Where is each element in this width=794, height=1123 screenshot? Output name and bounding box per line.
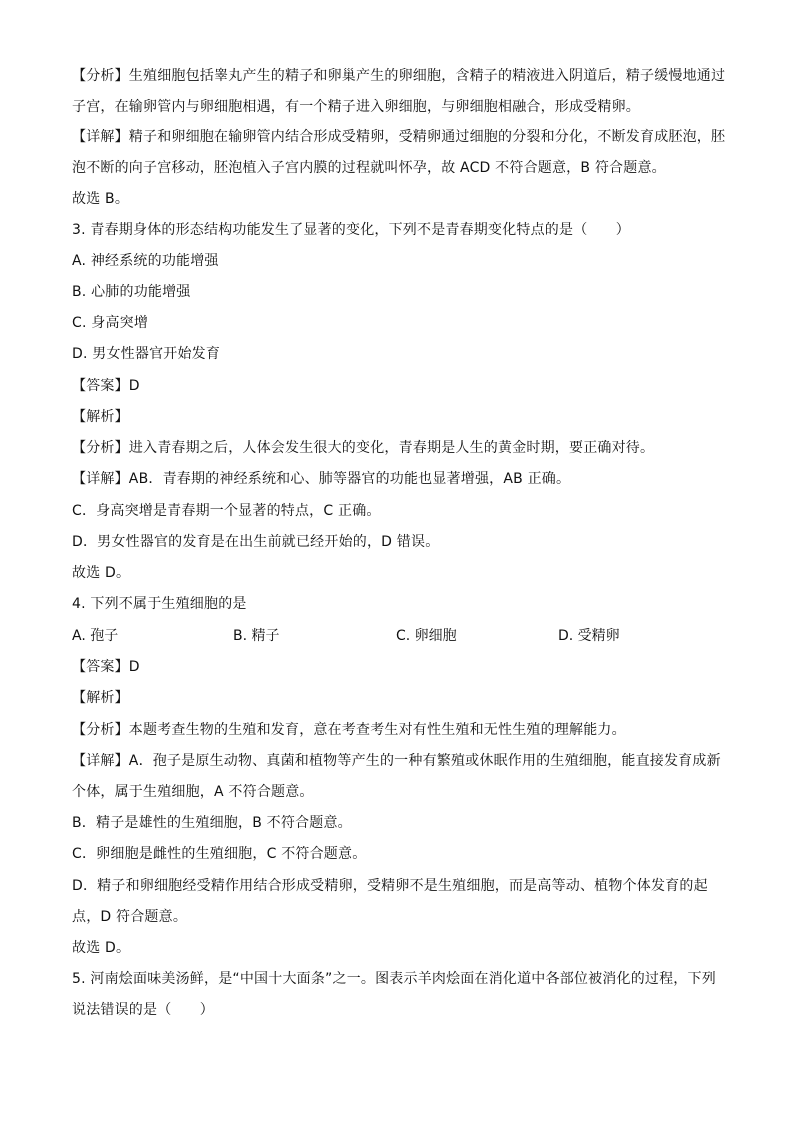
question-5-stem-line2: 说法错误的是（ ）: [72, 1002, 214, 1018]
question-4-stem: 4. 下列不属于生殖细胞的是: [72, 596, 247, 612]
q4-answer: 【答案】D: [72, 659, 140, 675]
answer-choice-q2: 故选 B。: [72, 191, 130, 207]
q3-option-d: D. 男女性器官开始发育: [72, 346, 221, 362]
q4-option-c: C. 卵细胞: [396, 628, 457, 644]
q3-option-b: B. 心肺的功能增强: [72, 284, 191, 300]
q4-detail-c: C．卵细胞是雌性的生殖细胞，C 不符合题意。: [72, 846, 367, 862]
detail-q2-line1: 【详解】精子和卵细胞在输卵管内结合形成受精卵，受精卵通过细胞的分裂和分化，不断发育成胚泡，胚: [72, 129, 726, 145]
q4-explanation-heading: 【解析】: [72, 690, 129, 706]
analysis-q2-line2: 子宫，在输卵管内与卵细胞相遇，有一个精子进入卵细胞，与卵细胞相融合，形成受精卵。: [72, 99, 640, 115]
detail-q2-line2: 泡不断的向子宫移动，胚泡植入子宫内膜的过程就叫怀孕，故 ACD 不符合题意，B 符合题意。: [72, 160, 666, 176]
q4-analysis: 【分析】本题考查生物的生殖和发育，意在考查考生对有性生殖和无性生殖的理解能力。: [72, 722, 626, 738]
q3-explanation-heading: 【解析】: [72, 409, 129, 425]
question-5-stem-line1: 5. 河南烩面味美汤鲜，是“中国十大面条”之一。图表示羊肉烩面在消化道中各部位被消化的过程，下列: [72, 971, 716, 987]
q4-detail-a-line1: 【详解】A．孢子是原生动物、真菌和植物等产生的一种有繁殖或休眠作用的生殖细胞，能直接发育成新: [72, 753, 721, 769]
q4-detail-d-line2: 点，D 符合题意。: [72, 909, 188, 925]
q4-options-row: [72, 626, 722, 646]
q3-answer: 【答案】D: [72, 378, 140, 394]
q3-option-c: C. 身高突增: [72, 315, 149, 331]
q4-option-a: A. 孢子: [72, 628, 119, 644]
question-3-stem: 3. 青春期身体的形态结构功能发生了显著的变化，下列不是青春期变化特点的是（ ）: [72, 222, 631, 238]
q4-detail-d-line1: D．精子和卵细胞经受精作用结合形成受精卵，受精卵不是生殖细胞，而是高等动、植物个体发育的起: [72, 878, 708, 894]
q4-detail-b: B．精子是雄性的生殖细胞，B 不符合题意。: [72, 815, 352, 831]
q3-detail-ab: 【详解】AB．青春期的神经系统和心、肺等器官的功能也显著增强，AB 正确。: [72, 471, 571, 487]
q3-detail-c: C．身高突增是青春期一个显著的特点，C 正确。: [72, 503, 381, 519]
q4-detail-a-line2: 个体，属于生殖细胞，A 不符合题意。: [72, 784, 314, 800]
q3-choice: 故选 D。: [72, 565, 131, 581]
q4-choice: 故选 D。: [72, 940, 131, 956]
q4-option-d: D. 受精卵: [558, 628, 620, 644]
analysis-q2-line1: 【分析】生殖细胞包括睾丸产生的精子和卵巢产生的卵细胞，含精子的精液进入阴道后，精子缓慢地通过: [72, 68, 726, 84]
q3-detail-d: D．男女性器官的发育是在出生前就已经开始的，D 错误。: [72, 534, 440, 550]
q3-analysis: 【分析】进入青春期之后，人体会发生很大的变化，青春期是人生的黄金时期，要正确对待。: [72, 440, 655, 456]
q3-option-a: A. 神经系统的功能增强: [72, 253, 219, 269]
q4-option-b: B. 精子: [233, 628, 280, 644]
